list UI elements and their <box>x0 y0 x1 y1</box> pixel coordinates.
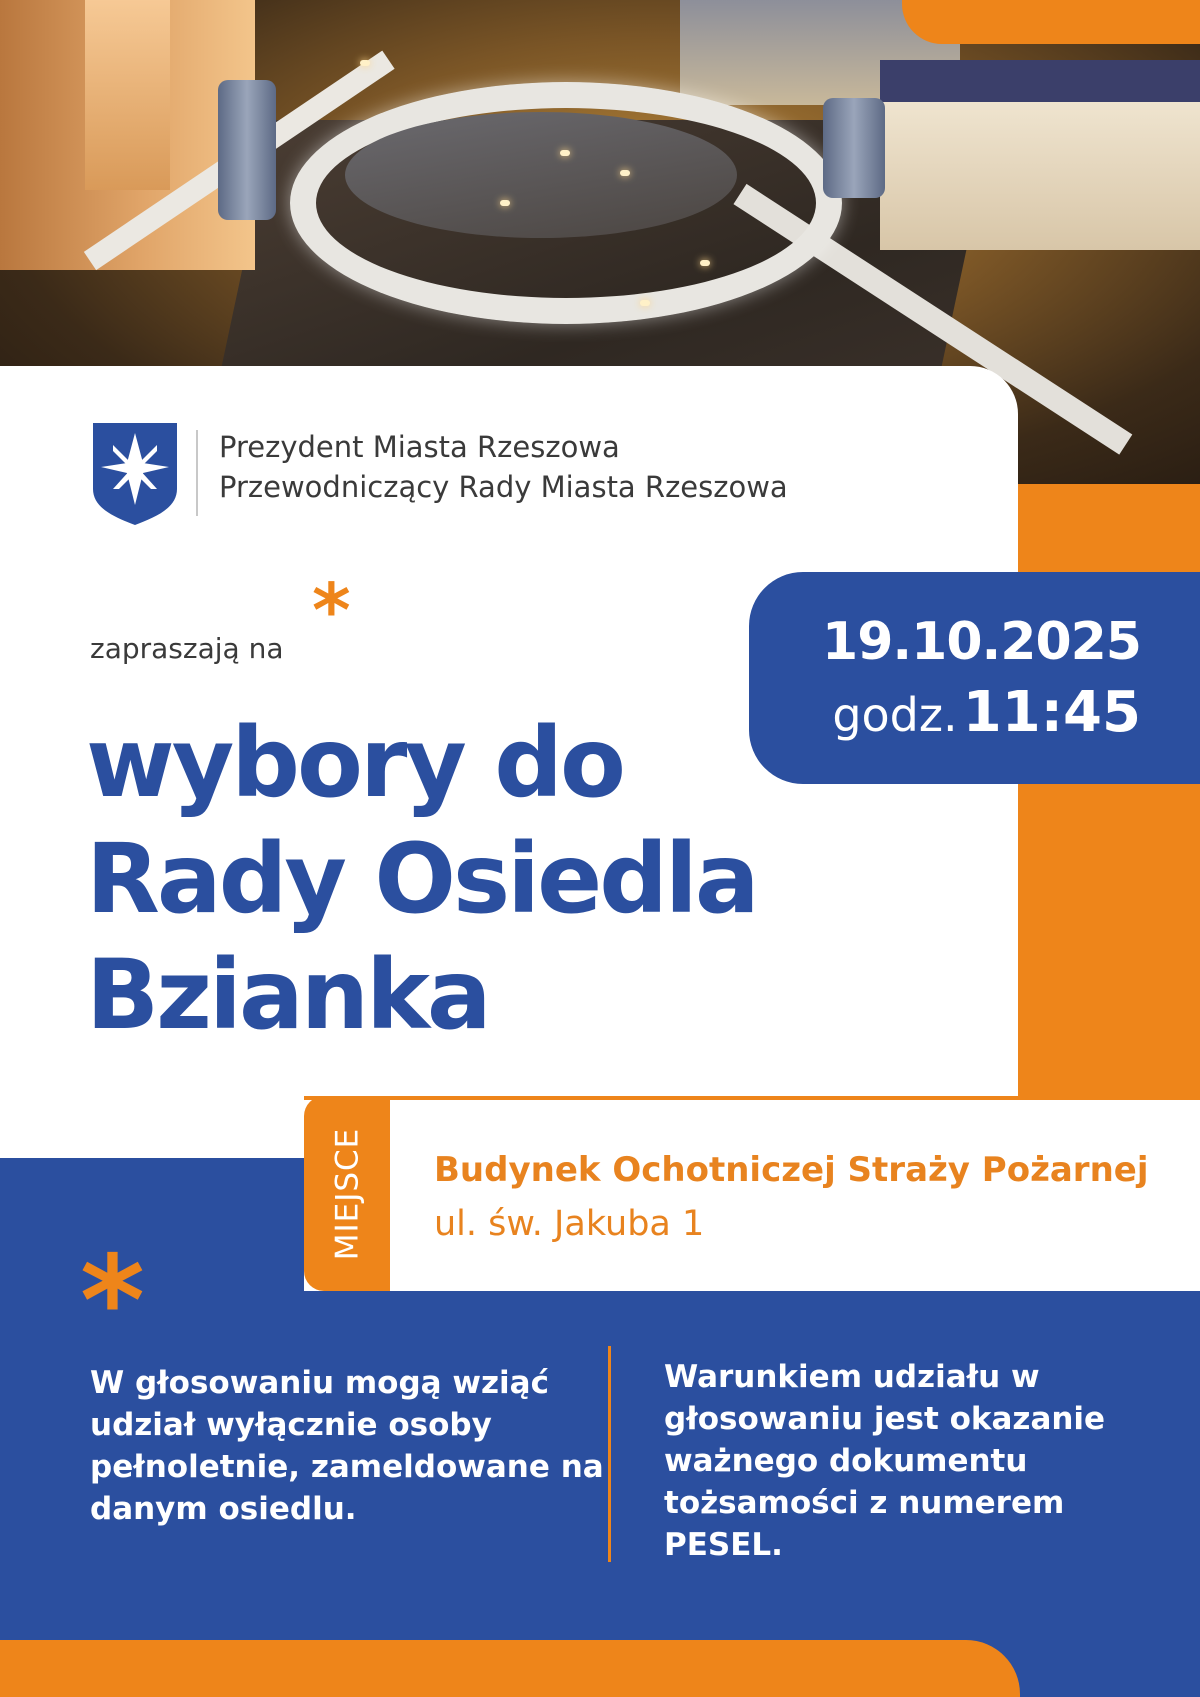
eligibility-note: W głosowaniu mogą wziąć udział wyłącznie osoby pełnoletnie, zameldowane na danym osiedlu. <box>90 1365 604 1527</box>
date-box <box>749 572 1200 784</box>
photo-car-light <box>620 170 630 176</box>
photo-car-light <box>640 300 650 306</box>
title-line-2: Rady Osiedla <box>86 823 757 935</box>
photo-elevator-left <box>218 80 276 220</box>
page-title <box>86 705 757 1053</box>
photo-roundabout-center <box>345 112 737 238</box>
orange-band-bottom <box>0 1640 1020 1697</box>
location-box <box>304 1096 1200 1291</box>
location-label-text: MIEJSCE <box>329 1127 365 1260</box>
asterisk-icon: * <box>312 568 351 654</box>
organizer-line-1: Prezydent Miasta Rzeszowa <box>219 430 620 464</box>
photo-car-light <box>500 200 510 206</box>
photo-car-light <box>560 150 570 156</box>
event-time-prefix: godz. <box>832 688 958 742</box>
event-time-line <box>749 680 1141 745</box>
organizer-line-2: Przewodniczący Rady Miasta Rzeszowa <box>219 470 788 504</box>
photo-building-left-tower <box>85 0 170 190</box>
asterisk-icon: * <box>80 1230 145 1374</box>
rzeszow-crest-icon <box>93 423 177 525</box>
info-divider <box>608 1346 611 1562</box>
location-name: Budynek Ochotniczej Straży Pożarnej <box>434 1150 1149 1190</box>
id-requirement-note: Warunkiem udziału w głosowaniu jest okazanie ważnego dokumentu tożsamości z numerem PESEL. <box>664 1359 1106 1563</box>
photo-building-right <box>880 60 1200 250</box>
photo-elevator-right <box>823 98 885 198</box>
title-line-1: wybory do <box>86 707 623 819</box>
invite-text: zapraszają na <box>90 632 284 665</box>
location-street: ul. św. Jakuba 1 <box>434 1204 705 1244</box>
photo-car-light <box>360 60 370 66</box>
event-time: 11:45 <box>962 680 1141 745</box>
header-divider <box>196 430 198 516</box>
event-date: 19.10.2025 <box>822 612 1141 672</box>
orange-corner-top <box>902 0 1200 44</box>
photo-car-light <box>700 260 710 266</box>
location-label <box>304 1096 390 1291</box>
title-line-3: Bzianka <box>86 939 489 1051</box>
